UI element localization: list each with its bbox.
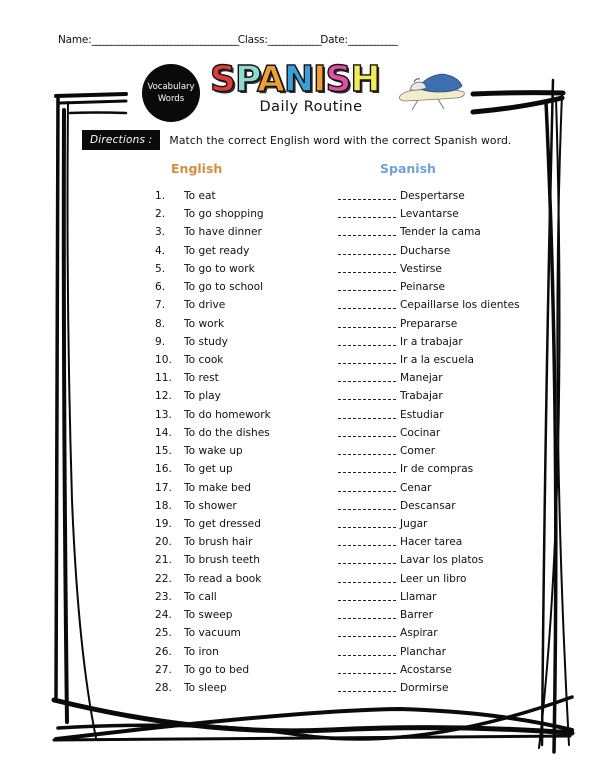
list-item [0,479,600,497]
spanish-term: Barrer [400,609,433,622]
answer-blank[interactable] [338,327,396,328]
item-number: 4. [155,244,166,257]
item-number: 25. [155,627,172,640]
title-letter: P [234,59,258,100]
answer-blank[interactable] [338,454,396,455]
english-term: To sleep [184,681,227,694]
spanish-term: Vestirse [400,262,442,275]
answer-blank[interactable] [338,472,396,473]
english-column-header: English [171,161,223,176]
spanish-term: Cocinar [400,426,441,439]
list-item [0,570,600,588]
answer-blank[interactable] [338,199,396,200]
english-term: To brush teeth [184,554,260,567]
list-item [0,424,600,442]
item-number: 18. [155,499,172,512]
list-item [0,223,600,241]
english-term: To read a book [184,572,262,585]
spanish-column-header: Spanish [380,161,436,176]
answer-blank[interactable] [338,235,396,236]
item-number: 16. [155,463,172,476]
answer-blank[interactable] [338,636,396,637]
list-item [0,624,600,642]
item-number: 6. [155,281,166,294]
item-number: 9. [155,335,166,348]
list-item [0,315,600,333]
item-number: 17. [155,481,172,494]
spanish-term: Descansar [400,499,456,512]
english-term: To sweep [184,609,233,622]
english-term: To shower [184,499,237,512]
list-item [0,679,600,697]
student-info-line [58,34,548,46]
item-number: 1. [155,190,166,202]
list-item [0,242,600,260]
answer-blank[interactable] [338,618,396,619]
english-term: To do homework [184,408,271,421]
title-letter: H [350,59,380,100]
title-letter: S [325,59,351,100]
answer-blank[interactable] [338,691,396,692]
answer-blank[interactable] [338,491,396,492]
spanish-term: Dormirse [400,681,449,694]
list-item [0,351,600,369]
item-number: 2. [155,208,166,221]
answer-blank[interactable] [338,527,396,528]
list-item [0,460,600,478]
list-item [0,533,600,551]
answer-blank[interactable] [338,254,396,255]
item-number: 21. [155,554,172,567]
answer-blank[interactable] [338,363,396,364]
english-term: To get up [184,463,233,476]
spanish-term: Peinarse [400,281,446,294]
english-term: To work [184,317,225,330]
list-item [0,278,600,296]
item-number: 28. [155,681,172,694]
answer-blank[interactable] [338,582,396,583]
spanish-term: Ducharse [400,244,451,257]
item-number: 3. [155,226,166,239]
spanish-term: Planchar [400,645,446,658]
english-term: To do the dishes [184,426,270,439]
spanish-term: Lavar los platos [400,554,484,567]
list-item [0,515,600,533]
spanish-term: Jugar [400,517,428,530]
title-letter: N [283,59,314,100]
answer-blank[interactable] [338,509,396,510]
item-number: 14. [155,426,172,439]
directions-bar [82,130,511,150]
item-number: 23. [155,590,172,603]
answer-blank[interactable] [338,418,396,419]
page-title [210,60,390,100]
item-number: 26. [155,645,172,658]
spanish-term: Despertarse [400,190,465,202]
english-term: To make bed [184,481,251,494]
item-number: 20. [155,536,172,549]
list-item [0,588,600,606]
spanish-term: Trabajar [400,390,443,403]
english-term: To go shopping [184,208,264,221]
page-subtitle: Daily Routine [259,99,363,115]
list-item [0,387,600,405]
spanish-term: Acostarse [400,663,452,676]
directions-label: Directions : [82,130,160,150]
list-item [0,442,600,460]
answer-blank[interactable] [338,308,396,309]
badge-line-1: Vocabulary [147,82,195,92]
spanish-term: Tender la cama [400,226,481,239]
list-item [0,333,600,351]
list-item [0,406,600,424]
item-number: 8. [155,317,166,330]
spanish-term: Levantarse [400,208,459,221]
english-term: To wake up [184,445,243,458]
badge-line-2: Words [157,94,185,104]
list-item [0,205,600,223]
english-term: To call [184,590,217,603]
english-term: To go to school [184,281,264,294]
english-term: To get dressed [184,517,261,530]
spanish-term: Ir de compras [400,463,474,476]
list-item [0,497,600,515]
list-item [0,260,600,278]
answer-blank[interactable] [338,345,396,346]
spanish-term: Comer [400,445,436,458]
directions-text: Match the correct English word with the correct Spanish word. [169,133,512,147]
list-item [0,661,600,679]
title-letter: A [257,59,284,100]
item-number: 12. [155,390,172,403]
answer-blank[interactable] [338,655,396,656]
answer-blank[interactable] [338,600,396,601]
spanish-term: Estudiar [400,408,444,421]
title-letter: I [313,59,326,100]
english-term: To study [184,335,228,348]
date-field[interactable]: _____________ [347,34,397,46]
spanish-term: Leer un libro [400,572,467,585]
class-label: Class: [237,34,268,46]
vocabulary-words-badge [142,64,200,122]
answer-blank[interactable] [338,436,396,437]
title-letter: S [210,59,235,100]
class-field[interactable]: ______________ [267,34,321,46]
english-term: To get ready [184,244,250,257]
spanish-term: Llamar [400,590,437,603]
item-number: 27. [155,663,172,676]
list-item [0,606,600,624]
item-number: 11. [155,372,172,385]
list-item [0,187,600,205]
english-term: To drive [184,299,226,312]
spanish-term: Ir a trabajar [400,335,463,348]
item-number: 24. [155,609,172,622]
spanish-term: Cenar [400,481,432,494]
english-term: To eat [184,190,216,202]
spanish-term: Aspirar [400,627,438,640]
item-number: 15. [155,445,172,458]
list-item [0,369,600,387]
spanish-term: Manejar [400,372,443,385]
list-item [0,643,600,661]
answer-blank[interactable] [338,217,396,218]
spanish-term: Hacer tarea [400,536,463,549]
date-label: Date: [320,34,348,46]
english-term: To play [184,390,221,403]
english-term: To iron [184,645,219,658]
item-number: 22. [155,572,172,585]
spanish-term: Prepararse [400,317,458,330]
english-term: To vacuum [184,627,241,640]
answer-blank[interactable] [338,563,396,564]
answer-blank[interactable] [338,290,396,291]
english-term: To go to work [184,262,255,275]
spanish-term: Cepaillarse los dientes [400,299,520,312]
answer-blank[interactable] [338,272,396,273]
ironing-board-icon [396,70,468,114]
item-number: 13. [155,408,172,421]
list-item [0,551,600,569]
item-number: 7. [155,299,166,312]
item-number: 5. [155,262,166,275]
spanish-term: Ir a la escuela [400,353,475,366]
name-field[interactable]: _______________________________________ [91,34,238,46]
english-term: To cook [184,353,224,366]
english-term: To have dinner [184,226,262,239]
answer-blank[interactable] [338,545,396,546]
english-term: To rest [184,372,219,385]
item-number: 19. [155,517,172,530]
name-label: Name: [58,34,92,46]
english-term: To go to bed [184,663,250,676]
answer-blank[interactable] [338,673,396,674]
answer-blank[interactable] [338,399,396,400]
answer-blank[interactable] [338,381,396,382]
item-number: 10. [155,353,172,366]
list-item [0,296,600,314]
english-term: To brush hair [184,536,253,549]
